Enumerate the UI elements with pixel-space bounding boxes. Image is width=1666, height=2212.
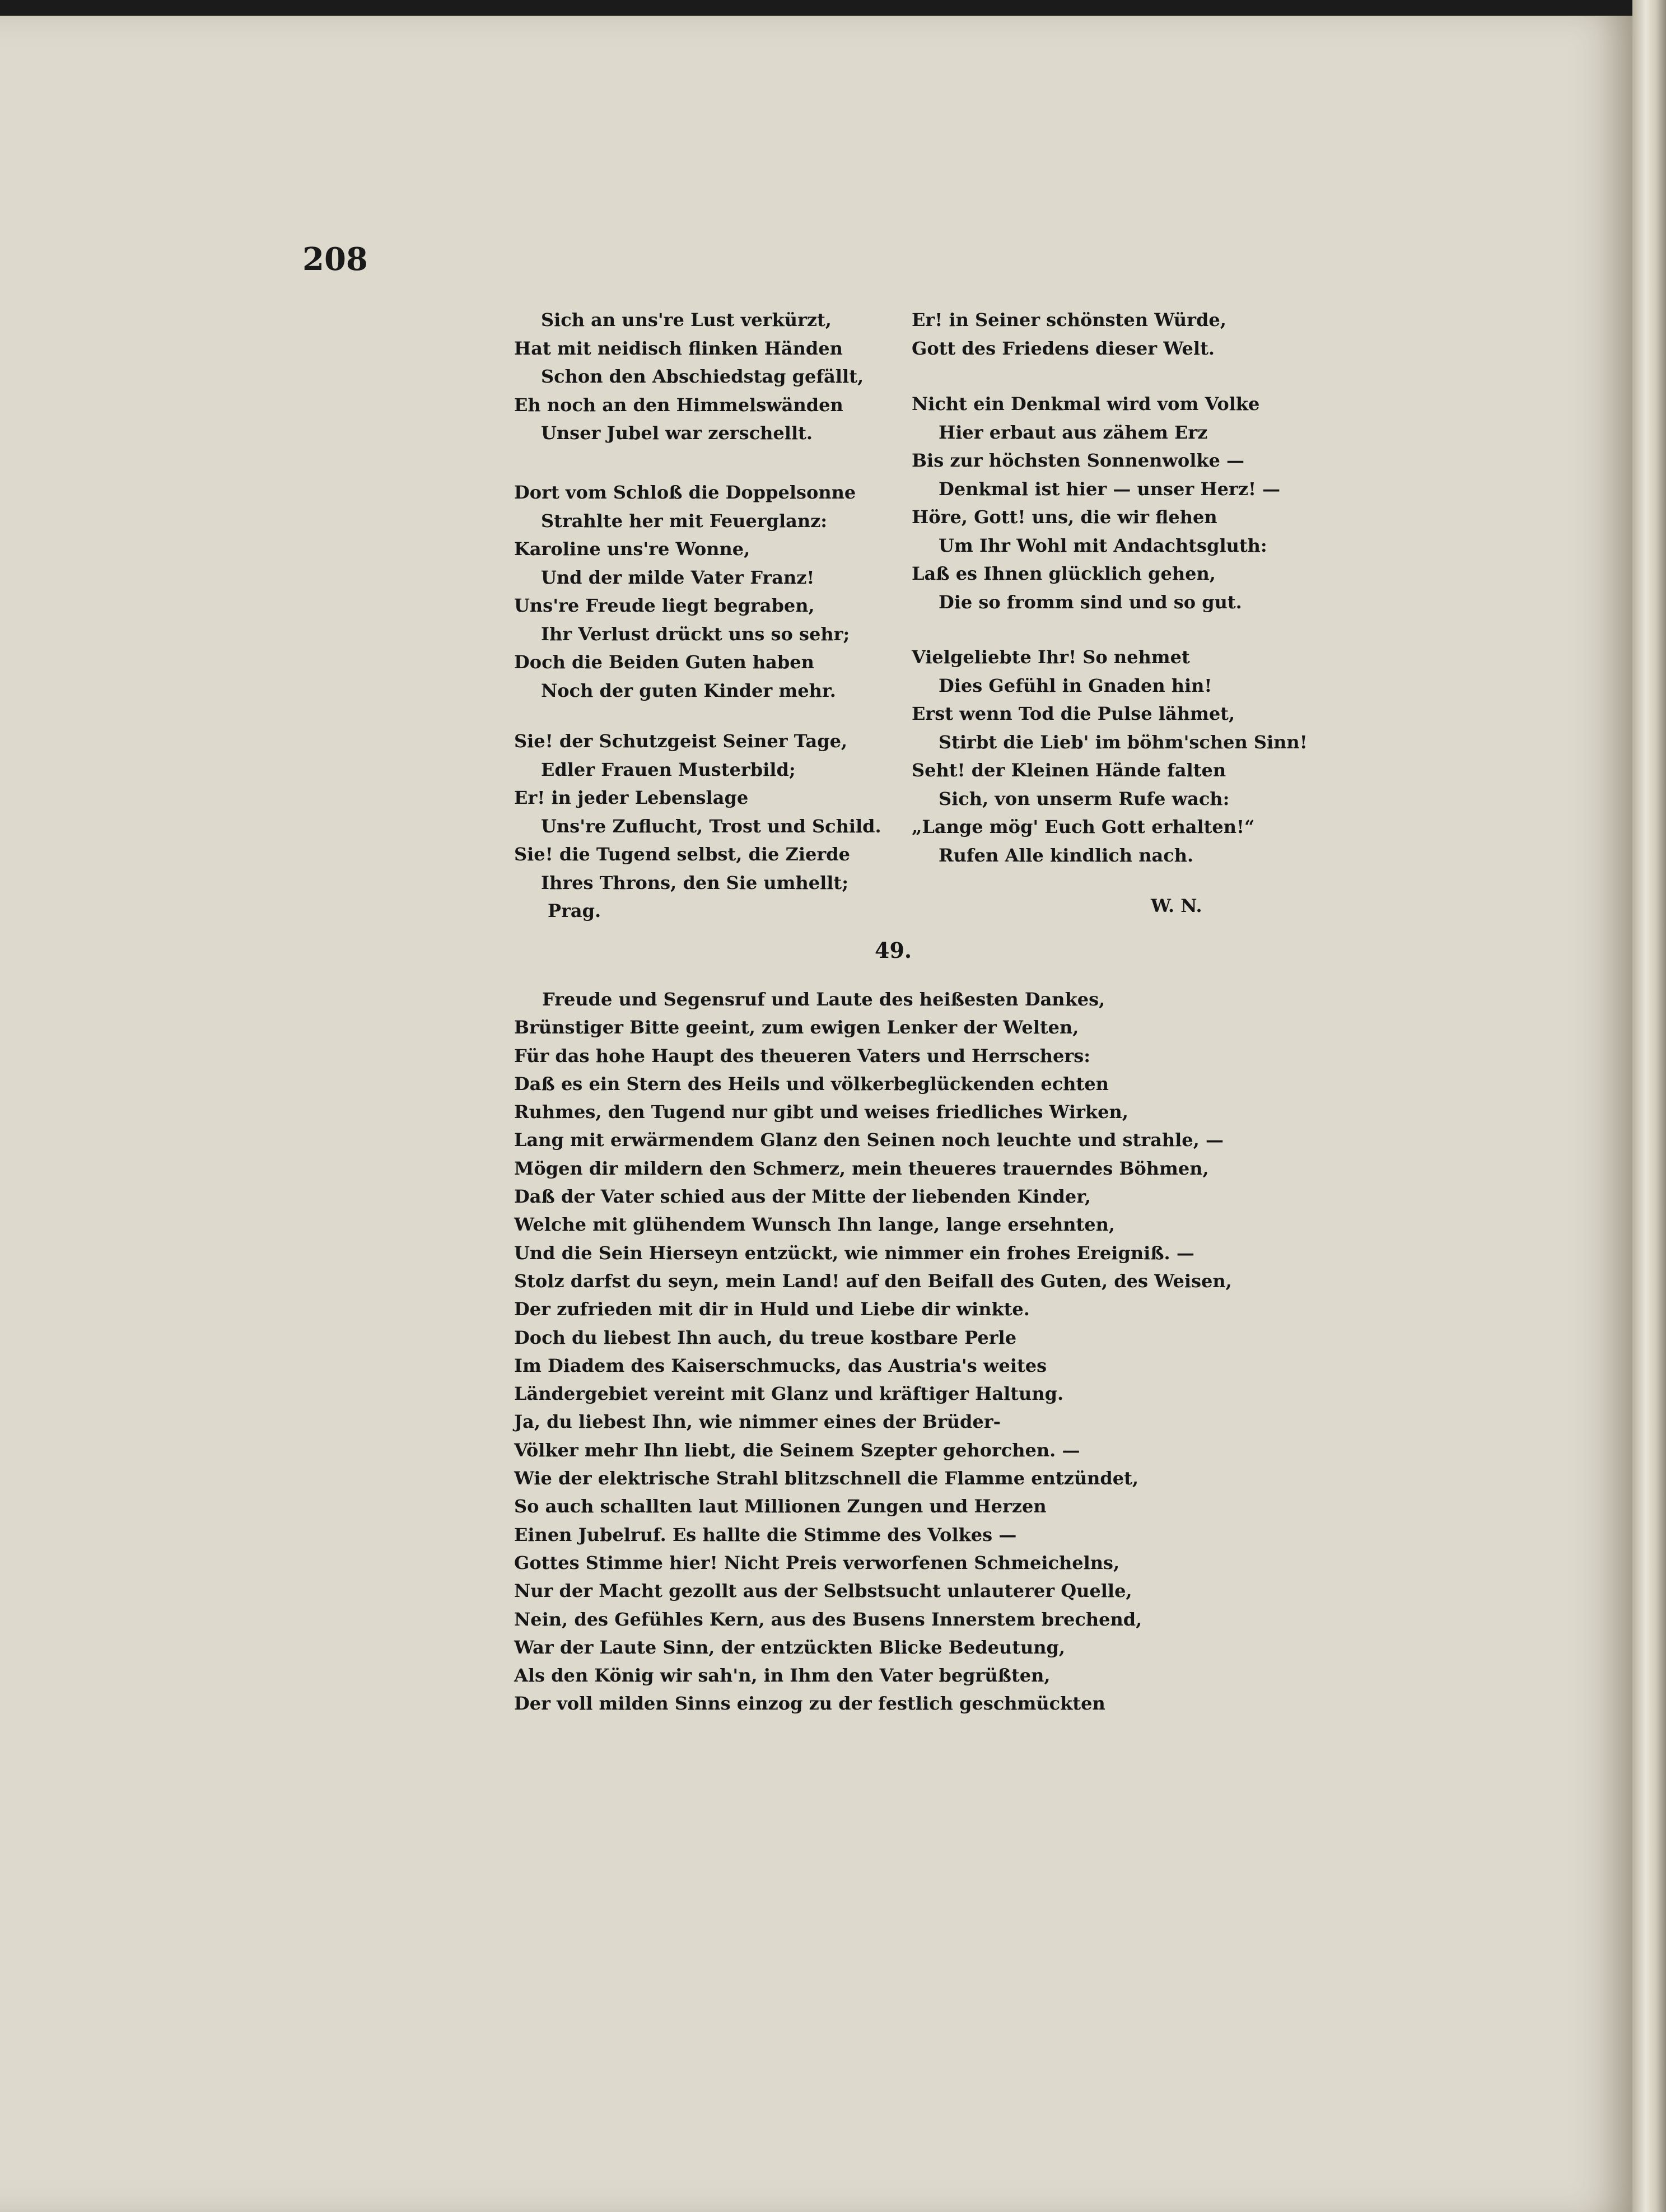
verse-line: Ihres Throns, den Sie umhellt; — [541, 872, 849, 893]
prose-line: Daß der Vater schied aus der Mitte der liebenden Kinder, — [514, 1186, 1091, 1208]
verse-line: Bis zur höchsten Sonnenwolke — — [912, 450, 1245, 471]
verse-line: Er! in jeder Lebenslage — [514, 787, 749, 808]
verse-line: Laß es Ihnen glücklich gehen, — [912, 563, 1216, 584]
poem-stanza — [514, 478, 856, 705]
verse-line: Uns're Freude liegt begraben, — [514, 595, 815, 616]
verse-line: Dort vom Schloß die Doppelsonne — [514, 482, 856, 503]
verse-line: Höre, Gott! uns, die wir flehen — [912, 506, 1217, 528]
prose-line: Brünstiger Bitte geeint, zum ewigen Lenker der Welten, — [514, 1017, 1079, 1039]
verse-line: Stirbt die Lieb' im böhm'schen Sinn! — [939, 731, 1308, 753]
verse-line: Erst wenn Tod die Pulse lähmet, — [912, 703, 1235, 724]
verse-line: Karoline uns're Wonne, — [514, 538, 750, 560]
prose-line: Für das hohe Haupt des theueren Vaters und Herrschers: — [514, 1045, 1091, 1067]
verse-line: Rufen Alle kindlich nach. — [939, 844, 1194, 866]
poem-stanza — [912, 306, 1226, 362]
poem-stanza — [514, 306, 864, 448]
verse-line: Nicht ein Denkmal wird vom Volke — [912, 393, 1260, 415]
prose-line: Völker mehr Ihn liebt, die Seinem Szepter gehorchen. — — [514, 1439, 1080, 1461]
poem-stanza — [912, 643, 1308, 869]
prose-line: Als den König wir sah'n, in Ihm den Vater begrüßten, — [514, 1665, 1051, 1687]
verse-line: Strahlte her mit Feuerglanz: — [541, 510, 828, 532]
prose-line: Mögen dir mildern den Schmerz, mein theueres trauerndes Böhmen, — [514, 1157, 1209, 1179]
verse-line: Noch der guten Kinder mehr. — [541, 679, 836, 701]
verse-line: Er! in Seiner schönsten Würde, — [912, 309, 1226, 330]
verse-line: Hier erbaut aus zähem Erz — [939, 421, 1208, 443]
prose-line: Doch du liebest Ihn auch, du treue kostbare Perle — [514, 1326, 1017, 1348]
prose-poem — [514, 985, 1232, 1718]
prose-line: So auch schallten laut Millionen Zungen und Herzen — [514, 1496, 1047, 1517]
prose-line: Welche mit glühendem Wunsch Ihn lange, lange ersehnten, — [514, 1214, 1116, 1236]
verse-line: Eh noch an den Himmelswänden — [514, 394, 843, 416]
verse-line: Seht! der Kleinen Hände falten — [912, 760, 1226, 781]
verse-line: Sich an uns're Lust verkürzt, — [541, 309, 832, 330]
poem-stanza — [912, 390, 1280, 616]
section-number: 49. — [875, 938, 912, 963]
page-number: 208 — [302, 241, 368, 278]
prose-line: Ruhmes, den Tugend nur gibt und weises friedliches Wirken, — [514, 1101, 1128, 1123]
verse-line: Edler Frauen Musterbild; — [541, 758, 796, 780]
verse-line: Uns're Zuflucht, Trost und Schild. — [541, 815, 881, 837]
verse-line: Sie! der Schutzgeist Seiner Tage, — [514, 730, 848, 752]
verse-line: Unser Jubel war zerschellt. — [541, 422, 813, 444]
prose-line: Freude und Segensruf und Laute des heißesten Dankes, — [542, 989, 1105, 1010]
prose-line: Einen Jubelruf. Es hallte die Stimme des Volkes — — [514, 1524, 1017, 1545]
prose-line: Stolz darfst du seyn, mein Land! auf den Beifall des Guten, des Weisen, — [514, 1270, 1232, 1292]
verse-line: Dies Gefühl in Gnaden hin! — [939, 674, 1212, 696]
verse-line: „Lange mög' Euch Gott erhalten!“ — [912, 816, 1255, 837]
verse-line: Vielgeliebte Ihr! So nehmet — [912, 646, 1190, 668]
verse-line: Hat mit neidisch flinken Händen — [514, 337, 843, 359]
verse-line: Um Ihr Wohl mit Andachtsgluth: — [939, 534, 1267, 556]
book-page — [0, 16, 1632, 2212]
prose-line: Lang mit erwärmendem Glanz den Seinen noch leuchte und strahle, — — [514, 1129, 1224, 1151]
prose-line: Nur der Macht gezollt aus der Selbstsucht unlauterer Quelle, — [514, 1580, 1132, 1602]
prose-line: Wie der elektrische Strahl blitzschnell die Flamme entzündet, — [514, 1468, 1139, 1489]
prose-line: Gottes Stimme hier! Nicht Preis verworfenen Schmeichelns, — [514, 1552, 1120, 1573]
prose-line: Nein, des Gefühles Kern, aus des Busens Innerstem brechend, — [514, 1608, 1142, 1630]
prose-line: Der voll milden Sinns einzog zu der festlich geschmückten — [514, 1693, 1105, 1715]
prose-line: War der Laute Sinn, der entzückten Blicke Bedeutung, — [514, 1636, 1066, 1658]
prose-line: Ländergebiet vereint mit Glanz und kräftiger Haltung. — [514, 1383, 1064, 1405]
verse-line: Die so fromm sind und so gut. — [939, 591, 1242, 613]
prose-line: Daß es ein Stern des Heils und völkerbeglückenden echten — [514, 1073, 1109, 1095]
author-signature: W. N. — [1151, 895, 1202, 916]
verse-line: Sie! die Tugend selbst, die Zierde — [514, 844, 850, 865]
verse-line: Schon den Abschiedstag gefällt, — [541, 366, 864, 387]
book-fore-edge — [1632, 0, 1666, 2212]
prose-line: Im Diadem des Kaiserschmucks, das Austria's weites — [514, 1354, 1047, 1376]
verse-line: Ihr Verlust drückt uns so sehr; — [541, 623, 850, 645]
poem-stanza — [514, 727, 881, 925]
verse-line: Doch die Beiden Guten haben — [514, 651, 814, 673]
verse-line: Sich, von unserm Rufe wach: — [939, 788, 1230, 809]
verse-line: Und der milde Vater Franz! — [541, 566, 815, 588]
place-name: Prag. — [548, 900, 601, 921]
prose-line: Der zufrieden mit dir in Huld und Liebe dir winkte. — [514, 1298, 1030, 1320]
prose-line: Ja, du liebest Ihn, wie nimmer eines der Brüder- — [514, 1411, 1001, 1433]
prose-line: Und die Sein Hierseyn entzückt, wie nimmer ein frohes Ereigniß. — — [514, 1242, 1194, 1264]
verse-line: Denkmal ist hier — unser Herz! — — [939, 478, 1281, 500]
verse-line: Gott des Friedens dieser Welt. — [912, 337, 1215, 359]
